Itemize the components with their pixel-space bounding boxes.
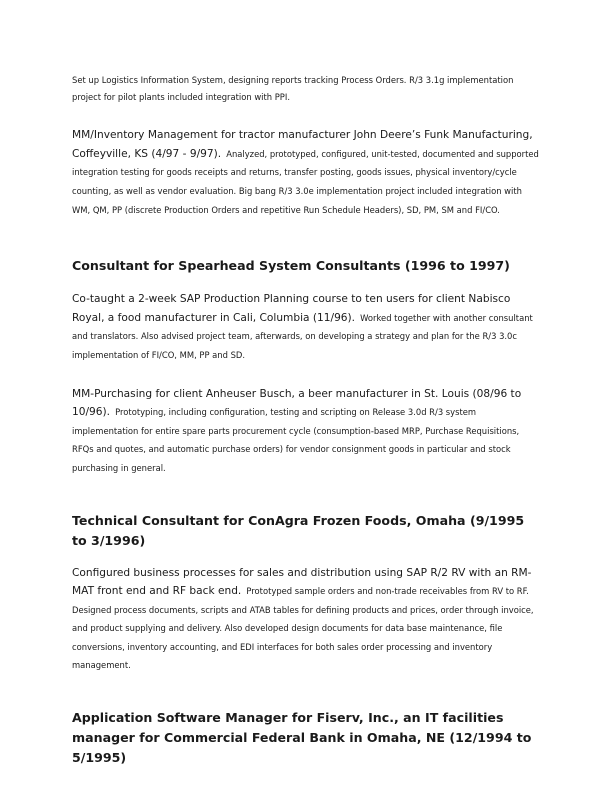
resume-page xyxy=(72,72,540,768)
paragraph-lead: Configured business processes for sales and distribution using SAP R/2 RV with an RM-MAT front end and RF back end. xyxy=(72,566,532,598)
paragraph-body: Analyzed, prototyped, configured, unit-tested, documented and supported integration testing for goods receipts and returns, transfer posting, goods issues, physical inventory/cycle counting, as well as vendor evaluation. Big bang R/3 3.0e implementation project included integration with WM, QM, PP (discrete Production Orders and repetitive Run Schedule Headers), SD, PM, SM and FI/CO. xyxy=(72,148,539,215)
paragraph-john-deere xyxy=(72,125,540,218)
paragraph-anheuser-busch xyxy=(72,384,540,477)
paragraph-nabisco xyxy=(72,289,540,363)
paragraph-conagra xyxy=(72,563,540,675)
paragraph-body: Prototyping, including configuration, testing and scripting on Release 3.0d R/3 system implementation for entire spare parts procurement cycle (consumption-based MRP, Purchase Requisitions, RFQs and quotes, and automatic purchase orders) for vendor consignment goods in particular and stock purchasing in general. xyxy=(72,407,520,473)
heading-spearhead: Consultant for Spearhead System Consultants (1996 to 1997) xyxy=(72,258,510,274)
paragraph-lead: MM/Inventory Management for tractor manufacturer John Deere’s Funk Manufacturing, Coffeyville, KS (4/97 - 9/97). xyxy=(72,129,533,160)
paragraph-logistics xyxy=(72,72,540,105)
heading-conagra: Technical Consultant for ConAgra Frozen Foods, Omaha (9/1995 to 3/1996) xyxy=(72,512,525,548)
heading-fiserv: Application Software Manager for Fiserv, Inc., an IT facilities manager for Commercial Federal Bank in Omaha, NE (12/1994 to 5/1995) xyxy=(72,710,532,766)
paragraph-lead: Co-taught a 2-week SAP Production Planning course to ten users for client Nabisco Royal, a food manufacturer in Cali, Columbia (11/96). xyxy=(72,293,511,324)
paragraph-body: Worked together with another consultant and translators. Also advised project team, afterwards, on developing a strategy and plan for the R/3 3.0c implementation of FI/CO, MM, PP and SD. xyxy=(72,312,533,360)
paragraph-lead: MM-Purchasing for client Anheuser Busch, a beer manufacturer in St. Louis (08/96 to 10/96). xyxy=(72,387,522,419)
paragraph-text: Set up Logistics Information System, designing reports tracking Process Orders. R/3 3.1g implementation project for pilot plants included integration with PPI. xyxy=(72,75,514,102)
paragraph-body: Prototyped sample orders and non-trade receivables from RV to RF. Designed process documents, scripts and ATAB tables for defining products and prices, order through invoice, and product supplying and delivery. Also developed design documents for data base maintenance, file conversions, inventory accounting, and EDI interfaces for both sales order processing and inventory management. xyxy=(72,586,534,671)
